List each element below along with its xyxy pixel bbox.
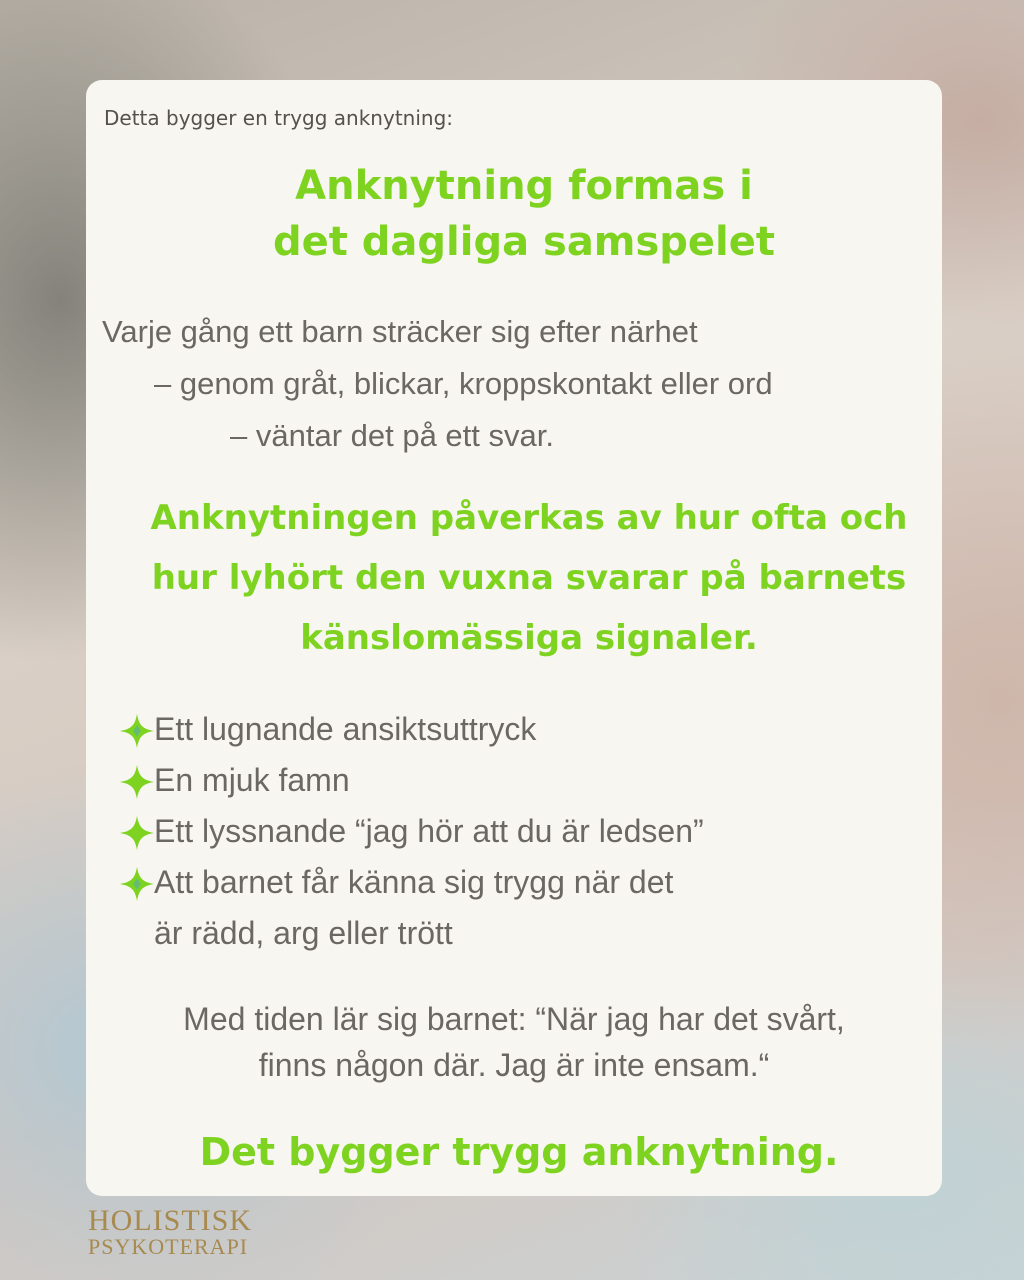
list-item (118, 755, 704, 806)
title-line-2: det dagliga samspelet (272, 219, 776, 265)
title-line-1: Anknytning formas i (295, 163, 753, 209)
content-card (86, 80, 942, 1196)
list-item (118, 806, 704, 857)
four-point-star-icon (118, 712, 156, 750)
quote-line-2: finns någon där. Jag är inte ensam.“ (258, 1047, 770, 1083)
intro-paragraph (102, 306, 773, 462)
list-item (118, 704, 704, 755)
four-point-star-icon (118, 763, 156, 801)
emphasis-text (116, 488, 942, 668)
response-list (118, 704, 704, 959)
title (106, 158, 942, 270)
logo-line-2: PSYKOTERAPI (88, 1234, 249, 1259)
intro-line-1: Varje gång ett barn sträcker sig efter närhet (102, 314, 698, 349)
list-item (118, 857, 704, 908)
list-item-text: Ett lyssnande “jag hör att du är ledsen” (154, 813, 704, 849)
holistisk-psykoterapi-logo (86, 1200, 266, 1260)
intro-line-2: – genom gråt, blickar, kroppskontakt eller ord (154, 366, 773, 401)
four-point-star-icon (118, 865, 156, 903)
list-item-text: Att barnet får känna sig trygg när det (154, 864, 674, 900)
intro-line-3: – väntar det på ett svar. (230, 418, 554, 453)
emphasis-line-3: känslomässiga signaler. (300, 618, 758, 658)
closing-statement: Det bygger trygg anknytning. (199, 1130, 839, 1174)
eyebrow-text: Detta bygger en trygg anknytning: (104, 106, 454, 130)
list-item-continuation: är rädd, arg eller trött (154, 915, 453, 951)
logo-line-1: HOLISTISK (88, 1204, 252, 1237)
list-item-text: Ett lugnande ansiktsuttryck (154, 711, 537, 747)
emphasis-line-2: hur lyhört den vuxna svarar på barnets (151, 558, 907, 598)
four-point-star-icon (118, 814, 156, 852)
list-item-text: En mjuk famn (154, 762, 350, 798)
quote-line-1: Med tiden lär sig barnet: “När jag har det svårt, (183, 1001, 845, 1037)
emphasis-line-1: Anknytningen påverkas av hur ofta och (150, 498, 908, 538)
quote-text (86, 996, 942, 1088)
